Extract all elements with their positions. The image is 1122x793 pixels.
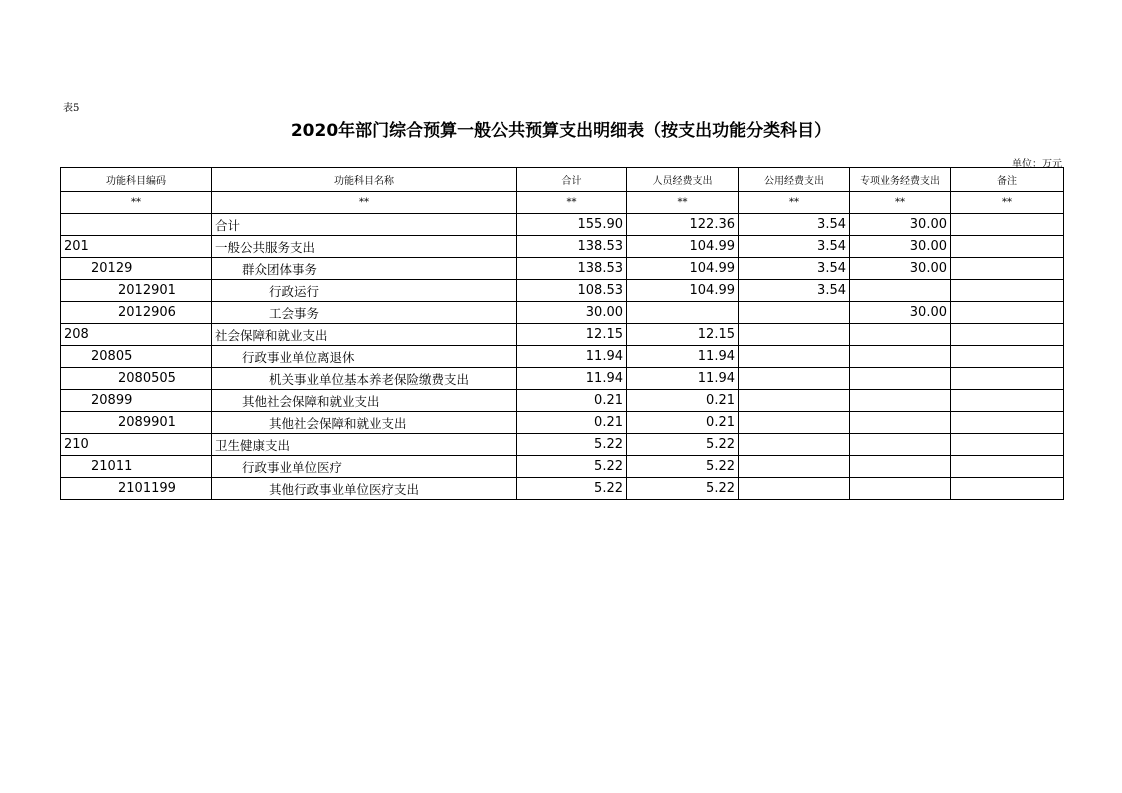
cell-total: 138.53 [517, 236, 627, 258]
cell-total: 5.22 [517, 478, 627, 500]
cell-note [951, 456, 1064, 478]
cell-name: 行政运行 [212, 280, 517, 302]
cell-public: 3.54 [739, 258, 850, 280]
cell-total: 30.00 [517, 302, 627, 324]
cell-special [850, 434, 951, 456]
cell-code: 2101199 [61, 478, 212, 500]
cell-public [739, 434, 850, 456]
cell-note [951, 478, 1064, 500]
cell-personnel: 104.99 [627, 280, 739, 302]
cell-code: 210 [61, 434, 212, 456]
star-cell: ** [739, 192, 850, 214]
table-row [61, 434, 1064, 456]
cell-special [850, 390, 951, 412]
header-code: 功能科目编码 [61, 168, 212, 192]
cell-note [951, 324, 1064, 346]
star-row [61, 192, 1064, 214]
cell-name: 社会保障和就业支出 [212, 324, 517, 346]
cell-personnel: 104.99 [627, 236, 739, 258]
cell-total: 5.22 [517, 456, 627, 478]
cell-total: 0.21 [517, 390, 627, 412]
cell-note [951, 412, 1064, 434]
cell-code [61, 214, 212, 236]
cell-personnel: 11.94 [627, 368, 739, 390]
cell-note [951, 236, 1064, 258]
star-cell: ** [850, 192, 951, 214]
cell-special: 30.00 [850, 236, 951, 258]
cell-code: 21011 [61, 456, 212, 478]
cell-public [739, 346, 850, 368]
cell-personnel: 5.22 [627, 478, 739, 500]
header-note: 备注 [951, 168, 1064, 192]
cell-name: 其他行政事业单位医疗支出 [212, 478, 517, 500]
cell-public [739, 390, 850, 412]
cell-public: 3.54 [739, 214, 850, 236]
cell-note [951, 302, 1064, 324]
cell-total: 12.15 [517, 324, 627, 346]
cell-special: 30.00 [850, 258, 951, 280]
cell-personnel: 122.36 [627, 214, 739, 236]
cell-name: 机关事业单位基本养老保险缴费支出 [212, 368, 517, 390]
cell-special [850, 280, 951, 302]
cell-code: 20129 [61, 258, 212, 280]
cell-note [951, 258, 1064, 280]
table-row [61, 478, 1064, 500]
table-row [61, 390, 1064, 412]
cell-personnel: 12.15 [627, 324, 739, 346]
cell-code: 2080505 [61, 368, 212, 390]
cell-name: 行政事业单位离退休 [212, 346, 517, 368]
header-special: 专项业务经费支出 [850, 168, 951, 192]
cell-total: 155.90 [517, 214, 627, 236]
star-cell: ** [61, 192, 212, 214]
cell-personnel [627, 302, 739, 324]
cell-note [951, 368, 1064, 390]
cell-special [850, 346, 951, 368]
cell-total: 138.53 [517, 258, 627, 280]
table-row [61, 368, 1064, 390]
cell-special [850, 368, 951, 390]
document-title: 2020年部门综合预算一般公共预算支出明细表（按支出功能分类科目） [290, 121, 832, 141]
cell-public [739, 324, 850, 346]
cell-public: 3.54 [739, 236, 850, 258]
table-row [61, 346, 1064, 368]
cell-name: 群众团体事务 [212, 258, 517, 280]
cell-note [951, 214, 1064, 236]
table-row [61, 214, 1064, 236]
cell-personnel: 11.94 [627, 346, 739, 368]
cell-total: 11.94 [517, 346, 627, 368]
cell-total: 5.22 [517, 434, 627, 456]
unit-label: 单位：万元 [1012, 159, 1062, 170]
cell-personnel: 5.22 [627, 434, 739, 456]
cell-personnel: 5.22 [627, 456, 739, 478]
cell-public [739, 478, 850, 500]
cell-code: 2089901 [61, 412, 212, 434]
cell-special: 30.00 [850, 302, 951, 324]
cell-personnel: 0.21 [627, 412, 739, 434]
budget-table [60, 167, 1064, 500]
cell-public [739, 456, 850, 478]
cell-special: 30.00 [850, 214, 951, 236]
cell-name: 其他社会保障和就业支出 [212, 390, 517, 412]
cell-name: 行政事业单位医疗 [212, 456, 517, 478]
cell-total: 0.21 [517, 412, 627, 434]
cell-public [739, 302, 850, 324]
table-row [61, 324, 1064, 346]
cell-note [951, 434, 1064, 456]
table-row [61, 302, 1064, 324]
cell-total: 11.94 [517, 368, 627, 390]
header-total: 合计 [517, 168, 627, 192]
cell-note [951, 390, 1064, 412]
cell-name: 合计 [212, 214, 517, 236]
cell-special [850, 456, 951, 478]
cell-note [951, 346, 1064, 368]
star-cell: ** [627, 192, 739, 214]
cell-personnel: 0.21 [627, 390, 739, 412]
cell-special [850, 324, 951, 346]
table-row [61, 456, 1064, 478]
table-row [61, 258, 1064, 280]
cell-public [739, 368, 850, 390]
cell-total: 108.53 [517, 280, 627, 302]
cell-code: 20805 [61, 346, 212, 368]
cell-public: 3.54 [739, 280, 850, 302]
cell-code: 201 [61, 236, 212, 258]
cell-public [739, 412, 850, 434]
cell-name: 其他社会保障和就业支出 [212, 412, 517, 434]
header-personnel: 人员经费支出 [627, 168, 739, 192]
cell-name: 工会事务 [212, 302, 517, 324]
cell-code: 208 [61, 324, 212, 346]
table-row [61, 412, 1064, 434]
cell-name: 卫生健康支出 [212, 434, 517, 456]
header-row [61, 168, 1064, 192]
cell-special [850, 412, 951, 434]
cell-note [951, 280, 1064, 302]
star-cell: ** [517, 192, 627, 214]
header-name: 功能科目名称 [212, 168, 517, 192]
star-cell: ** [951, 192, 1064, 214]
table-number-label: 表5 [63, 103, 80, 114]
table-row [61, 280, 1064, 302]
header-public: 公用经费支出 [739, 168, 850, 192]
cell-code: 20899 [61, 390, 212, 412]
cell-personnel: 104.99 [627, 258, 739, 280]
cell-code: 2012906 [61, 302, 212, 324]
cell-name: 一般公共服务支出 [212, 236, 517, 258]
cell-special [850, 478, 951, 500]
table-row [61, 236, 1064, 258]
star-cell: ** [212, 192, 517, 214]
cell-code: 2012901 [61, 280, 212, 302]
